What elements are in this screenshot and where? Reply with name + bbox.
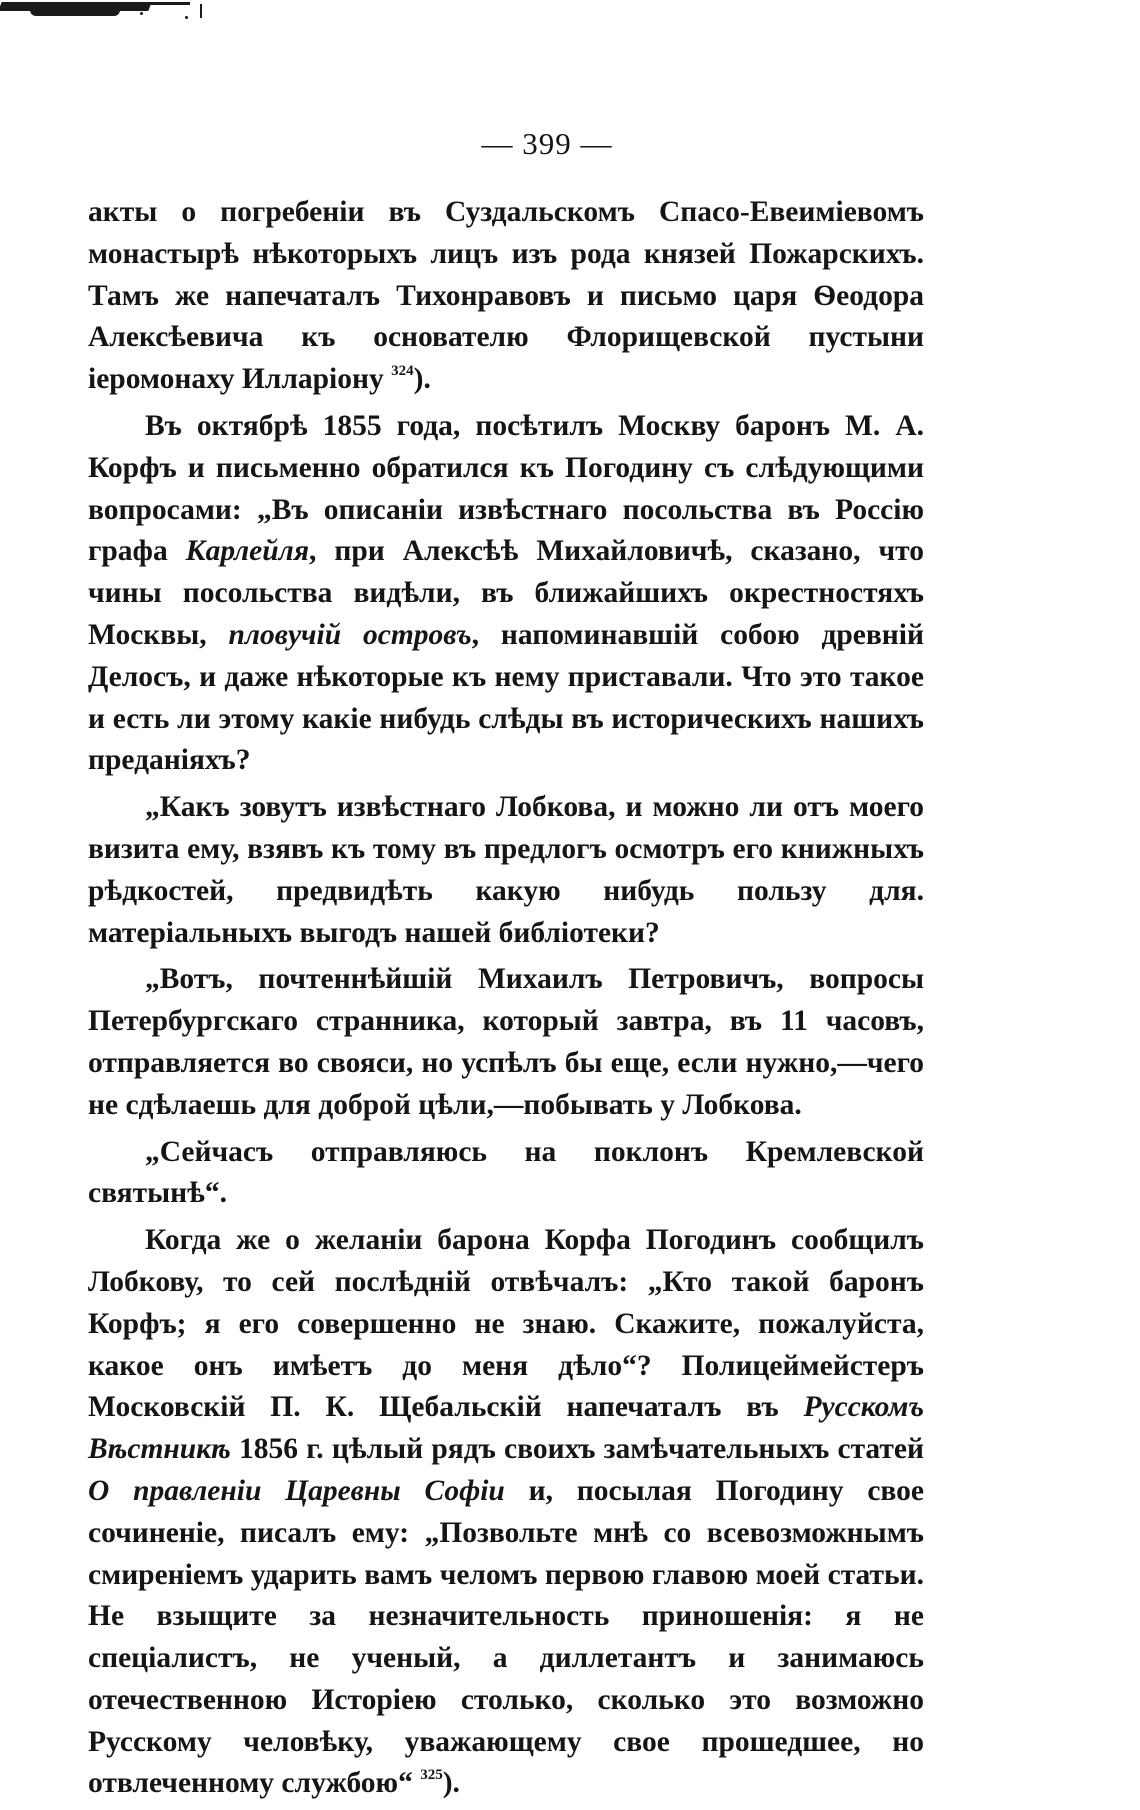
paragraph: [88, 959, 924, 1126]
text-run: и, посылая Погодину свое сочиненіе, писалъ ему: „Позвольте мнѣ со всевозможнымъ смиреніемъ ударить вамъ челомъ первою главою моей статьи. Не взыщите за незначительность приношенія: я не спеціалистъ, не ученый, а диллетантъ и занимаюсь отечественною Исторіею столько, сколько это возможно Русскому человѣку, уважающему свое прошедшее, но отвлеченному службою“: [88, 1474, 924, 1800]
italic-text: О правленіи Царевны Софіи: [88, 1474, 505, 1507]
text-run: , при Алексѣѣ Михайловичѣ, сказано, что чины посольства видѣли, въ ближайшихъ окрестностяхъ Москвы,: [88, 535, 924, 651]
paragraph: [88, 787, 924, 954]
text-run: акты о погребеніи въ Суздальскомъ Спасо-Евеиміевомъ монастырѣ нѣкоторыхъ лицъ изъ рода князей Пожарскихъ. Тамъ же напечаталъ Тихонравовъ и письмо царя Ѳеодора Алексѣевича къ основателю Флорищевской пустыни іеромонаху Илларіону: [88, 196, 924, 396]
footnote-ref: 324: [391, 363, 414, 380]
paragraph: [88, 1220, 924, 1805]
page-number: — 399 —: [481, 126, 613, 161]
scan-artifact: [0, 0, 210, 26]
text-run: „Сейчасъ отправляюсь на поклонъ Кремлевской святынѣ“.: [88, 1135, 924, 1210]
text-run: „Какъ зовутъ извѣстнаго Лобкова, и можно ли отъ моего визита ему, взявъ къ тому въ предлогъ осмотръ его книжныхъ рѣдкостей, предвидѣть какую нибудь пользу для. матеріальныхъ выгодъ нашей библіотеки?: [88, 791, 924, 949]
text-run: , напоминавшій собою древній Делосъ, и даже нѣкоторые къ нему приставали. Что это такое и есть ли этому какіе нибудь слѣды въ историческихъ нашихъ преданіяхъ?: [88, 618, 925, 777]
text-body: [88, 192, 924, 1810]
paragraph: [88, 406, 924, 782]
italic-text: пловучій островъ: [228, 618, 472, 651]
paragraph: [88, 192, 924, 401]
text-run: 1856 г. цѣлый рядъ своихъ замѣчательныхъ статей: [230, 1433, 924, 1466]
text-run: Въ октябрѣ 1855 года, посѣтилъ Москву баронъ М. А. Корфъ и письменно обратился къ Погодину съ слѣдующими вопросами: „Въ описаніи извѣстнаго посольства въ Россію графа: [88, 409, 924, 568]
text-run: ).: [442, 1767, 460, 1800]
footnote-ref: 325: [420, 1767, 443, 1784]
text-run: Когда же о желаніи барона Корфа Погодинъ сообщилъ Лобкову, то сей послѣдній отвѣчалъ: „Кто такой баронъ Корфъ; я его совершенно не знаю. Скажите, пожалуйста, какое онъ имѣетъ до меня дѣло“? Полицеймейстеръ Московскій П. К. Щебальскій напечаталъ въ: [88, 1224, 924, 1424]
italic-text: Карлейля: [185, 535, 310, 568]
italic-text: Русскомъ Вѣстникѣ: [88, 1391, 924, 1466]
paragraph: [88, 1132, 924, 1216]
page-header: [0, 126, 1140, 162]
text-run: ).: [413, 363, 431, 396]
text-run: „Вотъ, почтеннѣйшій Михаилъ Петровичъ, вопросы Петербургскаго странника, который завтра, въ 11 часовъ, отправляется во свояси, но успѣлъ бы еще, если нужно,—чего не сдѣлаешь для доброй цѣли,—побывать у Лобкова.: [88, 963, 924, 1121]
